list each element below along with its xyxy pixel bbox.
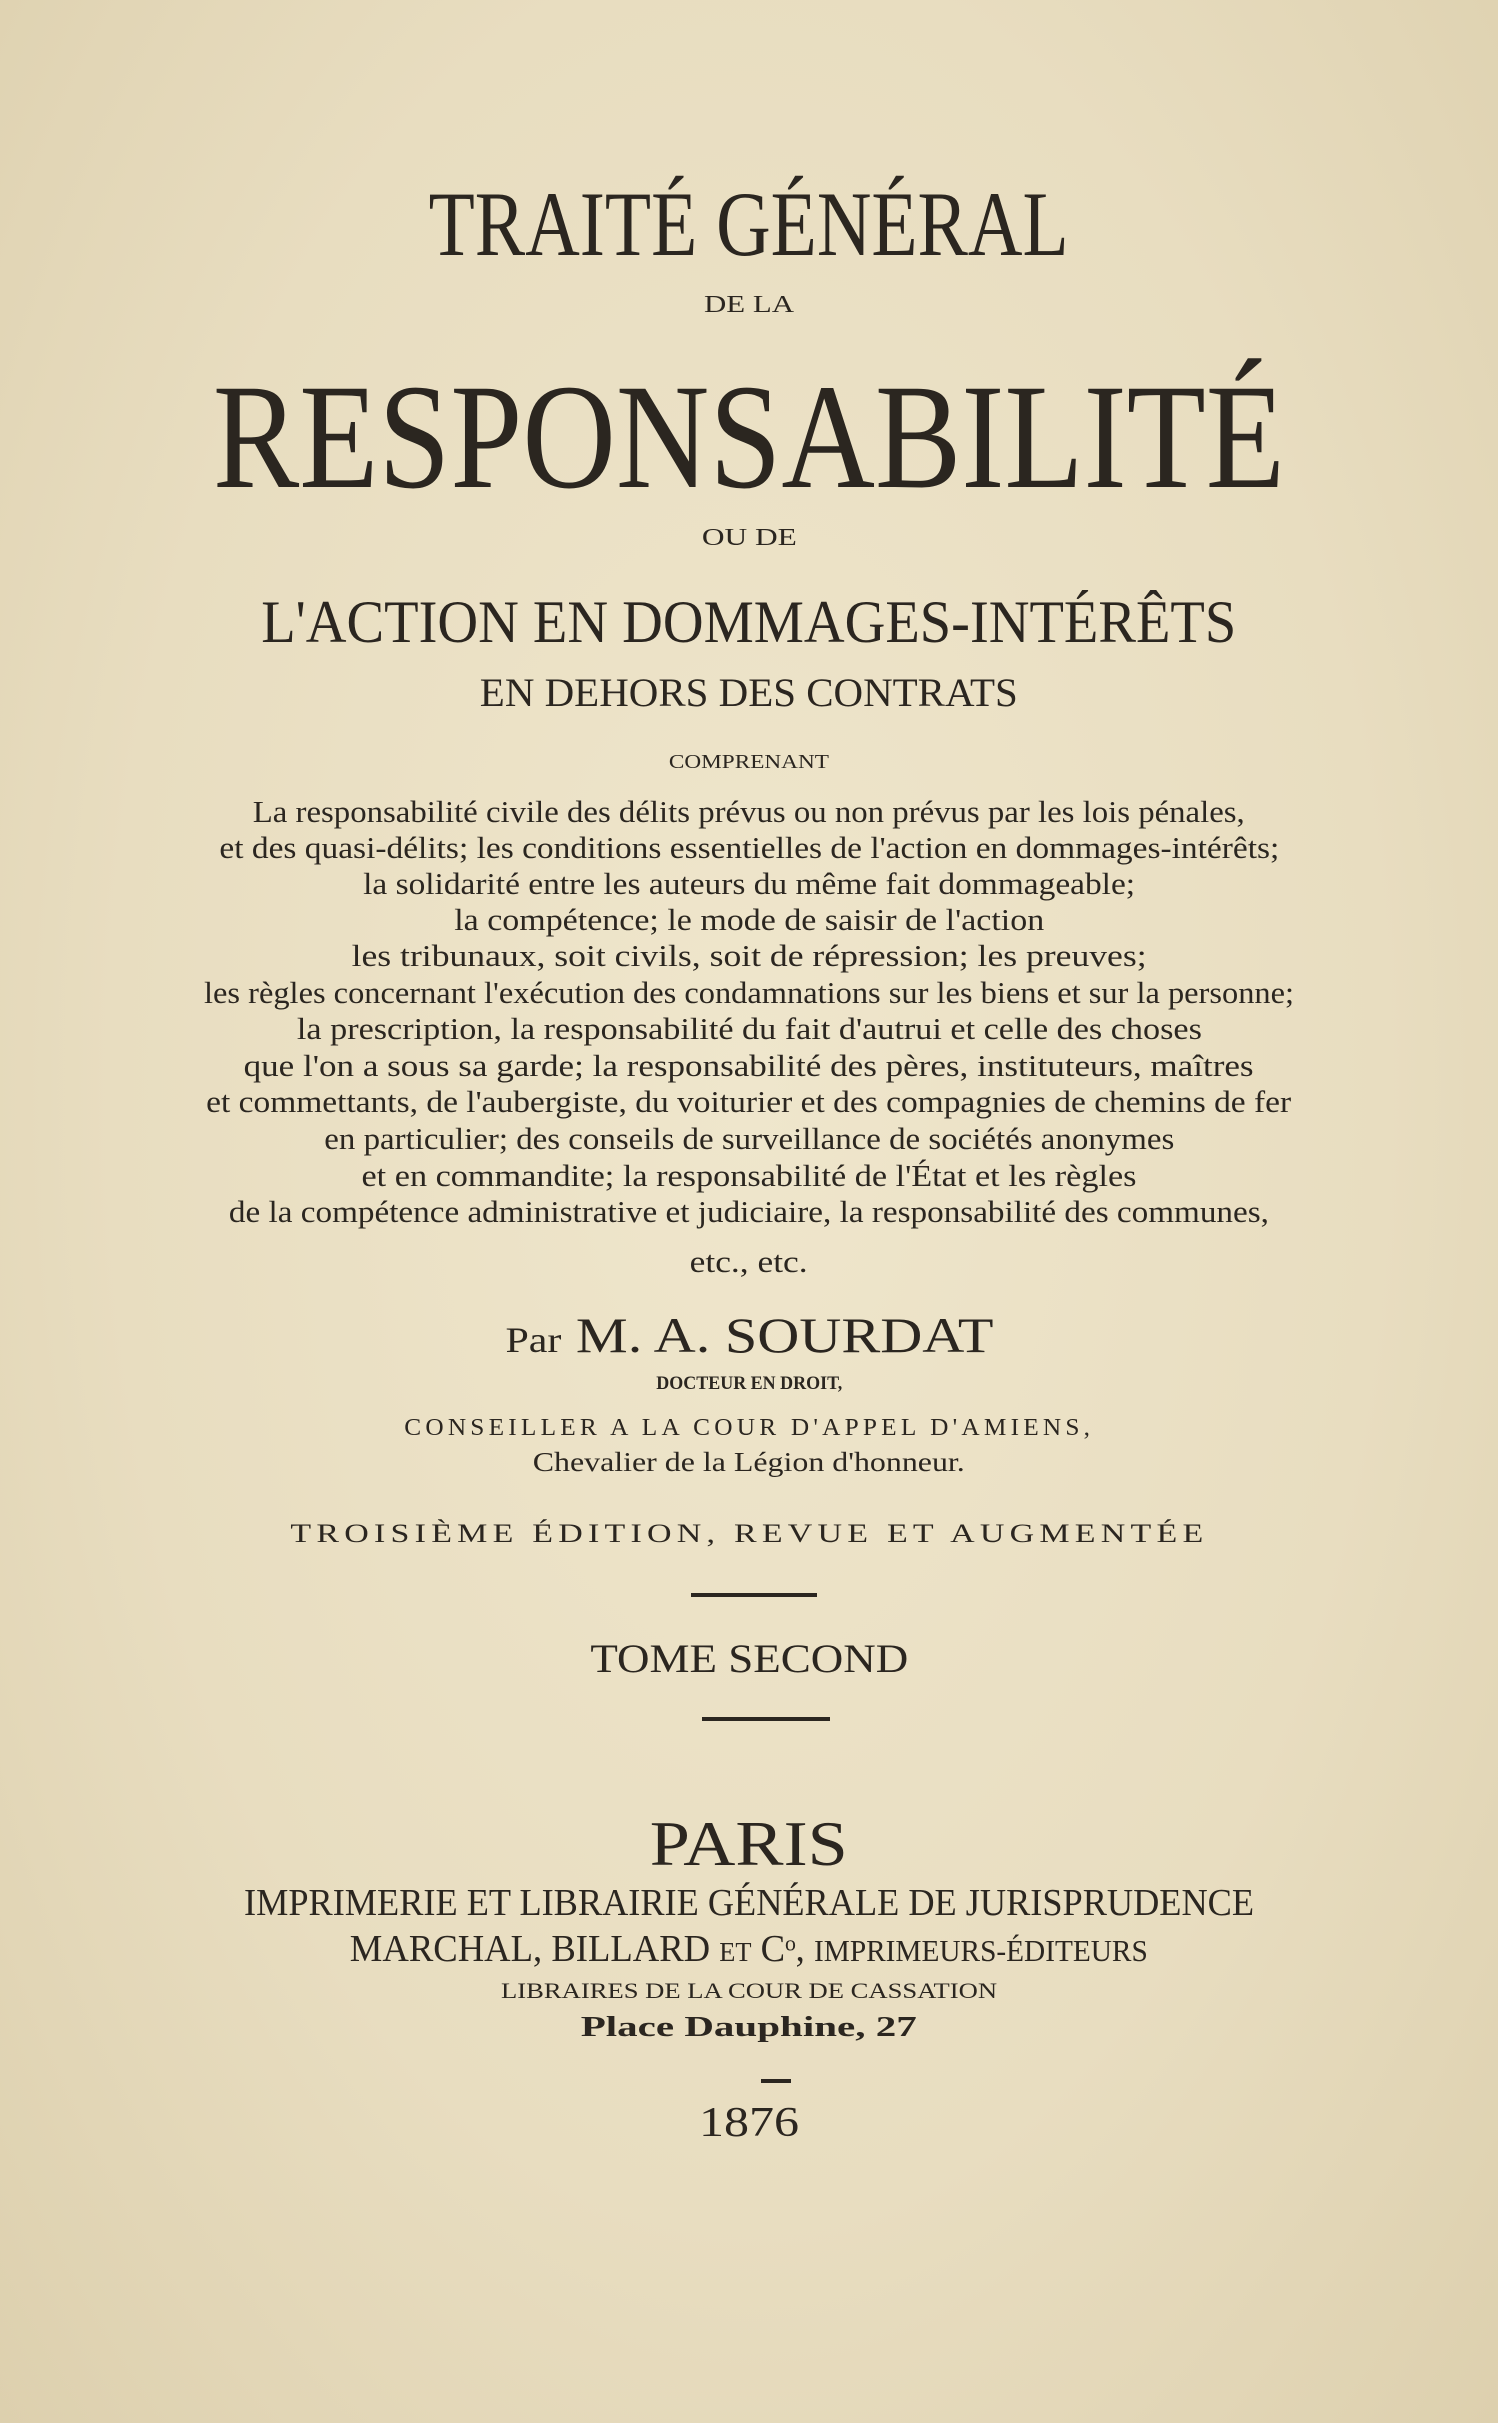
- degree-text: DOCTEUR EN DROIT,: [656, 1373, 842, 1394]
- printers-co: Cᵒ,: [760, 1928, 806, 1970]
- contents-text: et en commandite; la responsabilité de l'État et les règles: [361, 1158, 1137, 1193]
- imprint-address: [0, 2014, 1498, 2042]
- volume-text: TOME SECOND: [590, 1636, 908, 1681]
- divider-rule: [761, 2079, 791, 2083]
- contents-text: que l'on a sous sa garde; la responsabilité des pères, instituteurs, maîtres: [243, 1048, 1254, 1083]
- contents-text: les règles concernant l'exécution des condamnations sur les biens et sur la personne;: [203, 975, 1294, 1010]
- subtitle-text: L'ACTION EN DOMMAGES-INTÉRÊTS: [261, 589, 1237, 655]
- title-main: [0, 354, 1498, 520]
- author-line: [0, 1307, 1498, 1363]
- author-honour: [0, 1449, 1498, 1476]
- contents-line: [0, 1246, 1498, 1277]
- contents-text: et commettants, de l'aubergiste, du voiturier et des compagnies de chemins de fer: [206, 1084, 1292, 1119]
- contents-line: [0, 832, 1498, 863]
- comprenant-label: [0, 752, 1498, 772]
- imprint-year: [0, 2102, 1498, 2144]
- edition-text: TROISIÈME ÉDITION, REVUE ET AUGMENTÉE: [290, 1519, 1208, 1548]
- contents-text: en particulier; des conseils de surveillance de sociétés anonymes: [323, 1121, 1174, 1156]
- address-text: Place Dauphine, 27: [581, 2012, 917, 2043]
- contents-line: [0, 1086, 1498, 1117]
- imprint-booksellers: [0, 1980, 1498, 2002]
- contents-line: [0, 1123, 1498, 1154]
- contents-line: [0, 868, 1498, 899]
- honour-text: Chevalier de la Légion d'honneur.: [532, 1447, 965, 1477]
- edition-line: [0, 1521, 1498, 1547]
- publisher-text: IMPRIMERIE ET LIBRAIRIE GÉNÉRALE DE JURISPRUDENCE: [243, 1882, 1254, 1924]
- printers-role: IMPRIMEURS-ÉDITEURS: [814, 1934, 1148, 1968]
- position-text: CONSEILLER A LA COUR D'APPEL D'AMIENS,: [404, 1415, 1094, 1441]
- divider-rule: [691, 1593, 817, 1597]
- subtitle-text: EN DEHORS DES CONTRATS: [479, 670, 1018, 715]
- title-line-1: [0, 173, 1498, 275]
- par-label: Par: [505, 1320, 561, 1360]
- contents-line: [0, 1196, 1498, 1227]
- printers-text: [350, 1930, 1148, 1968]
- booksellers-text: LIBRAIRES DE LA COUR DE CASSATION: [501, 1978, 997, 2003]
- author-name: M. A. SOURDAT: [575, 1307, 993, 1363]
- main-title-text: RESPONSABILITÉ: [213, 354, 1285, 520]
- author-position: [0, 1416, 1498, 1440]
- contents-text: la compétence; le mode de saisir de l'action: [454, 902, 1045, 937]
- imprint-publisher: [0, 1884, 1498, 1922]
- city-text: PARIS: [650, 1808, 848, 1879]
- contents-line: [0, 796, 1498, 827]
- contents-line: [0, 904, 1498, 935]
- contents-text: la solidarité entre les auteurs du même fait dommageable;: [363, 866, 1135, 901]
- divider-rule: [702, 1717, 830, 1721]
- title-line-4: [0, 670, 1498, 715]
- contents-line: [0, 1013, 1498, 1044]
- comprenant-text: COMPRENANT: [668, 751, 829, 773]
- contents-text: La responsabilité civile des délits prévus ou non prévus par les lois pénales,: [253, 794, 1245, 829]
- contents-line: [0, 940, 1498, 971]
- contents-line: [0, 1050, 1498, 1081]
- author-degree: [0, 1374, 1498, 1393]
- volume-line: [0, 1636, 1498, 1681]
- contents-text: et des quasi-délits; les conditions essentielles de l'action en dommages-intérêts;: [219, 830, 1279, 865]
- title-text: TRAITÉ GÉNÉRAL: [429, 173, 1069, 275]
- contents-line: [0, 1160, 1498, 1191]
- printers-et: ET: [719, 1937, 752, 1967]
- contents-text: les tribunaux, soit civils, soit de répression; les preuves;: [351, 938, 1147, 973]
- contents-text: la prescription, la responsabilité du fait d'autrui et celle des choses: [296, 1011, 1202, 1046]
- imprint-printers: [0, 1930, 1498, 1968]
- imprint-city: [0, 1808, 1498, 1879]
- year-text: 1876: [699, 2100, 799, 2146]
- connector-text: DE LA: [703, 292, 794, 318]
- contents-text: de la compétence administrative et judiciaire, la responsabilité des communes,: [228, 1194, 1269, 1229]
- author-text: [505, 1307, 993, 1363]
- connector-text: OU DE: [701, 525, 797, 551]
- title-connector-1: [0, 293, 1498, 317]
- title-connector-2: [0, 526, 1498, 550]
- contents-text: etc., etc.: [689, 1244, 808, 1279]
- printers-name: MARCHAL, BILLARD: [350, 1928, 711, 1970]
- contents-line: [0, 977, 1498, 1008]
- title-line-3: [0, 589, 1498, 655]
